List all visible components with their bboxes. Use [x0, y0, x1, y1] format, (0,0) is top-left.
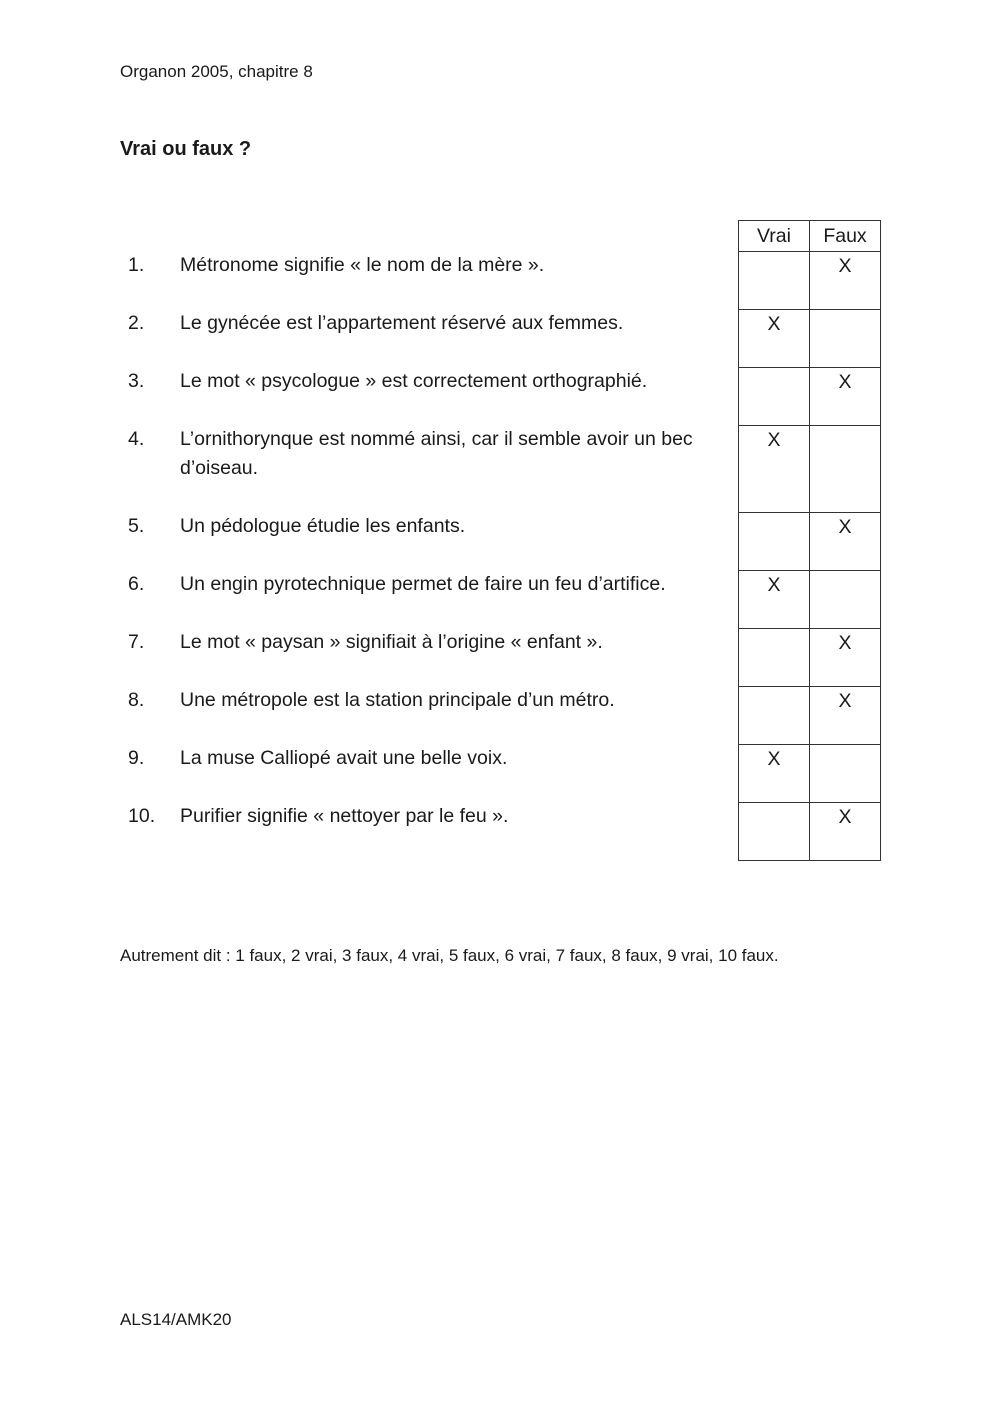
question-number: 10.: [128, 805, 156, 827]
vrai-cell: X: [738, 309, 809, 367]
column-header-faux: Faux: [809, 220, 881, 251]
question-row: [120, 367, 882, 425]
question-text: La muse Calliopé avait une belle voix.: [180, 747, 508, 769]
question-text: Purifier signifie « nettoyer par le feu ».: [180, 805, 509, 827]
vrai-cell: X: [738, 425, 809, 512]
vrai-cell: [738, 251, 809, 309]
vrai-cell: [738, 367, 809, 425]
question-text: Un pédologue étudie les enfants.: [180, 515, 466, 537]
faux-cell: X: [809, 802, 881, 861]
question-number: 2.: [128, 312, 145, 334]
page-title: Vrai ou faux ?: [120, 138, 252, 160]
quiz-table: [120, 220, 882, 861]
faux-cell: X: [809, 686, 881, 744]
column-header-vrai: Vrai: [738, 220, 809, 251]
question-number: 6.: [128, 573, 145, 595]
vrai-cell: X: [738, 570, 809, 628]
faux-cell: [809, 744, 881, 802]
faux-cell: X: [809, 251, 881, 309]
question-text: Une métropole est la station principale d’un métro.: [180, 689, 615, 711]
question-row: [120, 309, 882, 367]
question-row: [120, 686, 882, 744]
question-number: 8.: [128, 689, 145, 711]
question-text: Métronome signifie « le nom de la mère ».: [180, 254, 545, 276]
question-row: [120, 628, 882, 686]
faux-cell: [809, 309, 881, 367]
vrai-cell: [738, 686, 809, 744]
question-text: L’ornithorynque est nommé ainsi, car il semble avoir un bec d’oiseau.: [180, 428, 693, 479]
faux-cell: [809, 570, 881, 628]
faux-cell: X: [809, 512, 881, 570]
question-number: 1.: [128, 254, 145, 276]
question-text: Le mot « psycologue » est correctement orthographié.: [180, 370, 648, 392]
question-row: [120, 425, 882, 512]
question-text: Le mot « paysan » signifiait à l’origine « enfant ».: [180, 631, 603, 653]
vrai-cell: [738, 512, 809, 570]
question-row: [120, 512, 882, 570]
vrai-cell: X: [738, 744, 809, 802]
faux-cell: X: [809, 367, 881, 425]
document-footer: ALS14/AMK20: [120, 1310, 232, 1329]
faux-cell: X: [809, 628, 881, 686]
question-text: Le gynécée est l’appartement réservé aux femmes.: [180, 312, 624, 334]
table-header-row: [120, 220, 882, 251]
question-row: [120, 744, 882, 802]
question-row: [120, 251, 882, 309]
question-row: [120, 802, 882, 861]
question-text: Un engin pyrotechnique permet de faire un feu d’artifice.: [180, 573, 666, 595]
question-number: 9.: [128, 747, 145, 769]
question-row: [120, 570, 882, 628]
faux-cell: [809, 425, 881, 512]
question-number: 7.: [128, 631, 145, 653]
question-number: 4.: [128, 428, 145, 450]
question-number: 3.: [128, 370, 145, 392]
vrai-cell: [738, 802, 809, 861]
question-number: 5.: [128, 515, 145, 537]
document-header: Organon 2005, chapitre 8: [120, 62, 313, 81]
vrai-cell: [738, 628, 809, 686]
answer-summary: Autrement dit : 1 faux, 2 vrai, 3 faux, 4 vrai, 5 faux, 6 vrai, 7 faux, 8 faux, 9 vrai, 10 faux.: [120, 946, 779, 965]
